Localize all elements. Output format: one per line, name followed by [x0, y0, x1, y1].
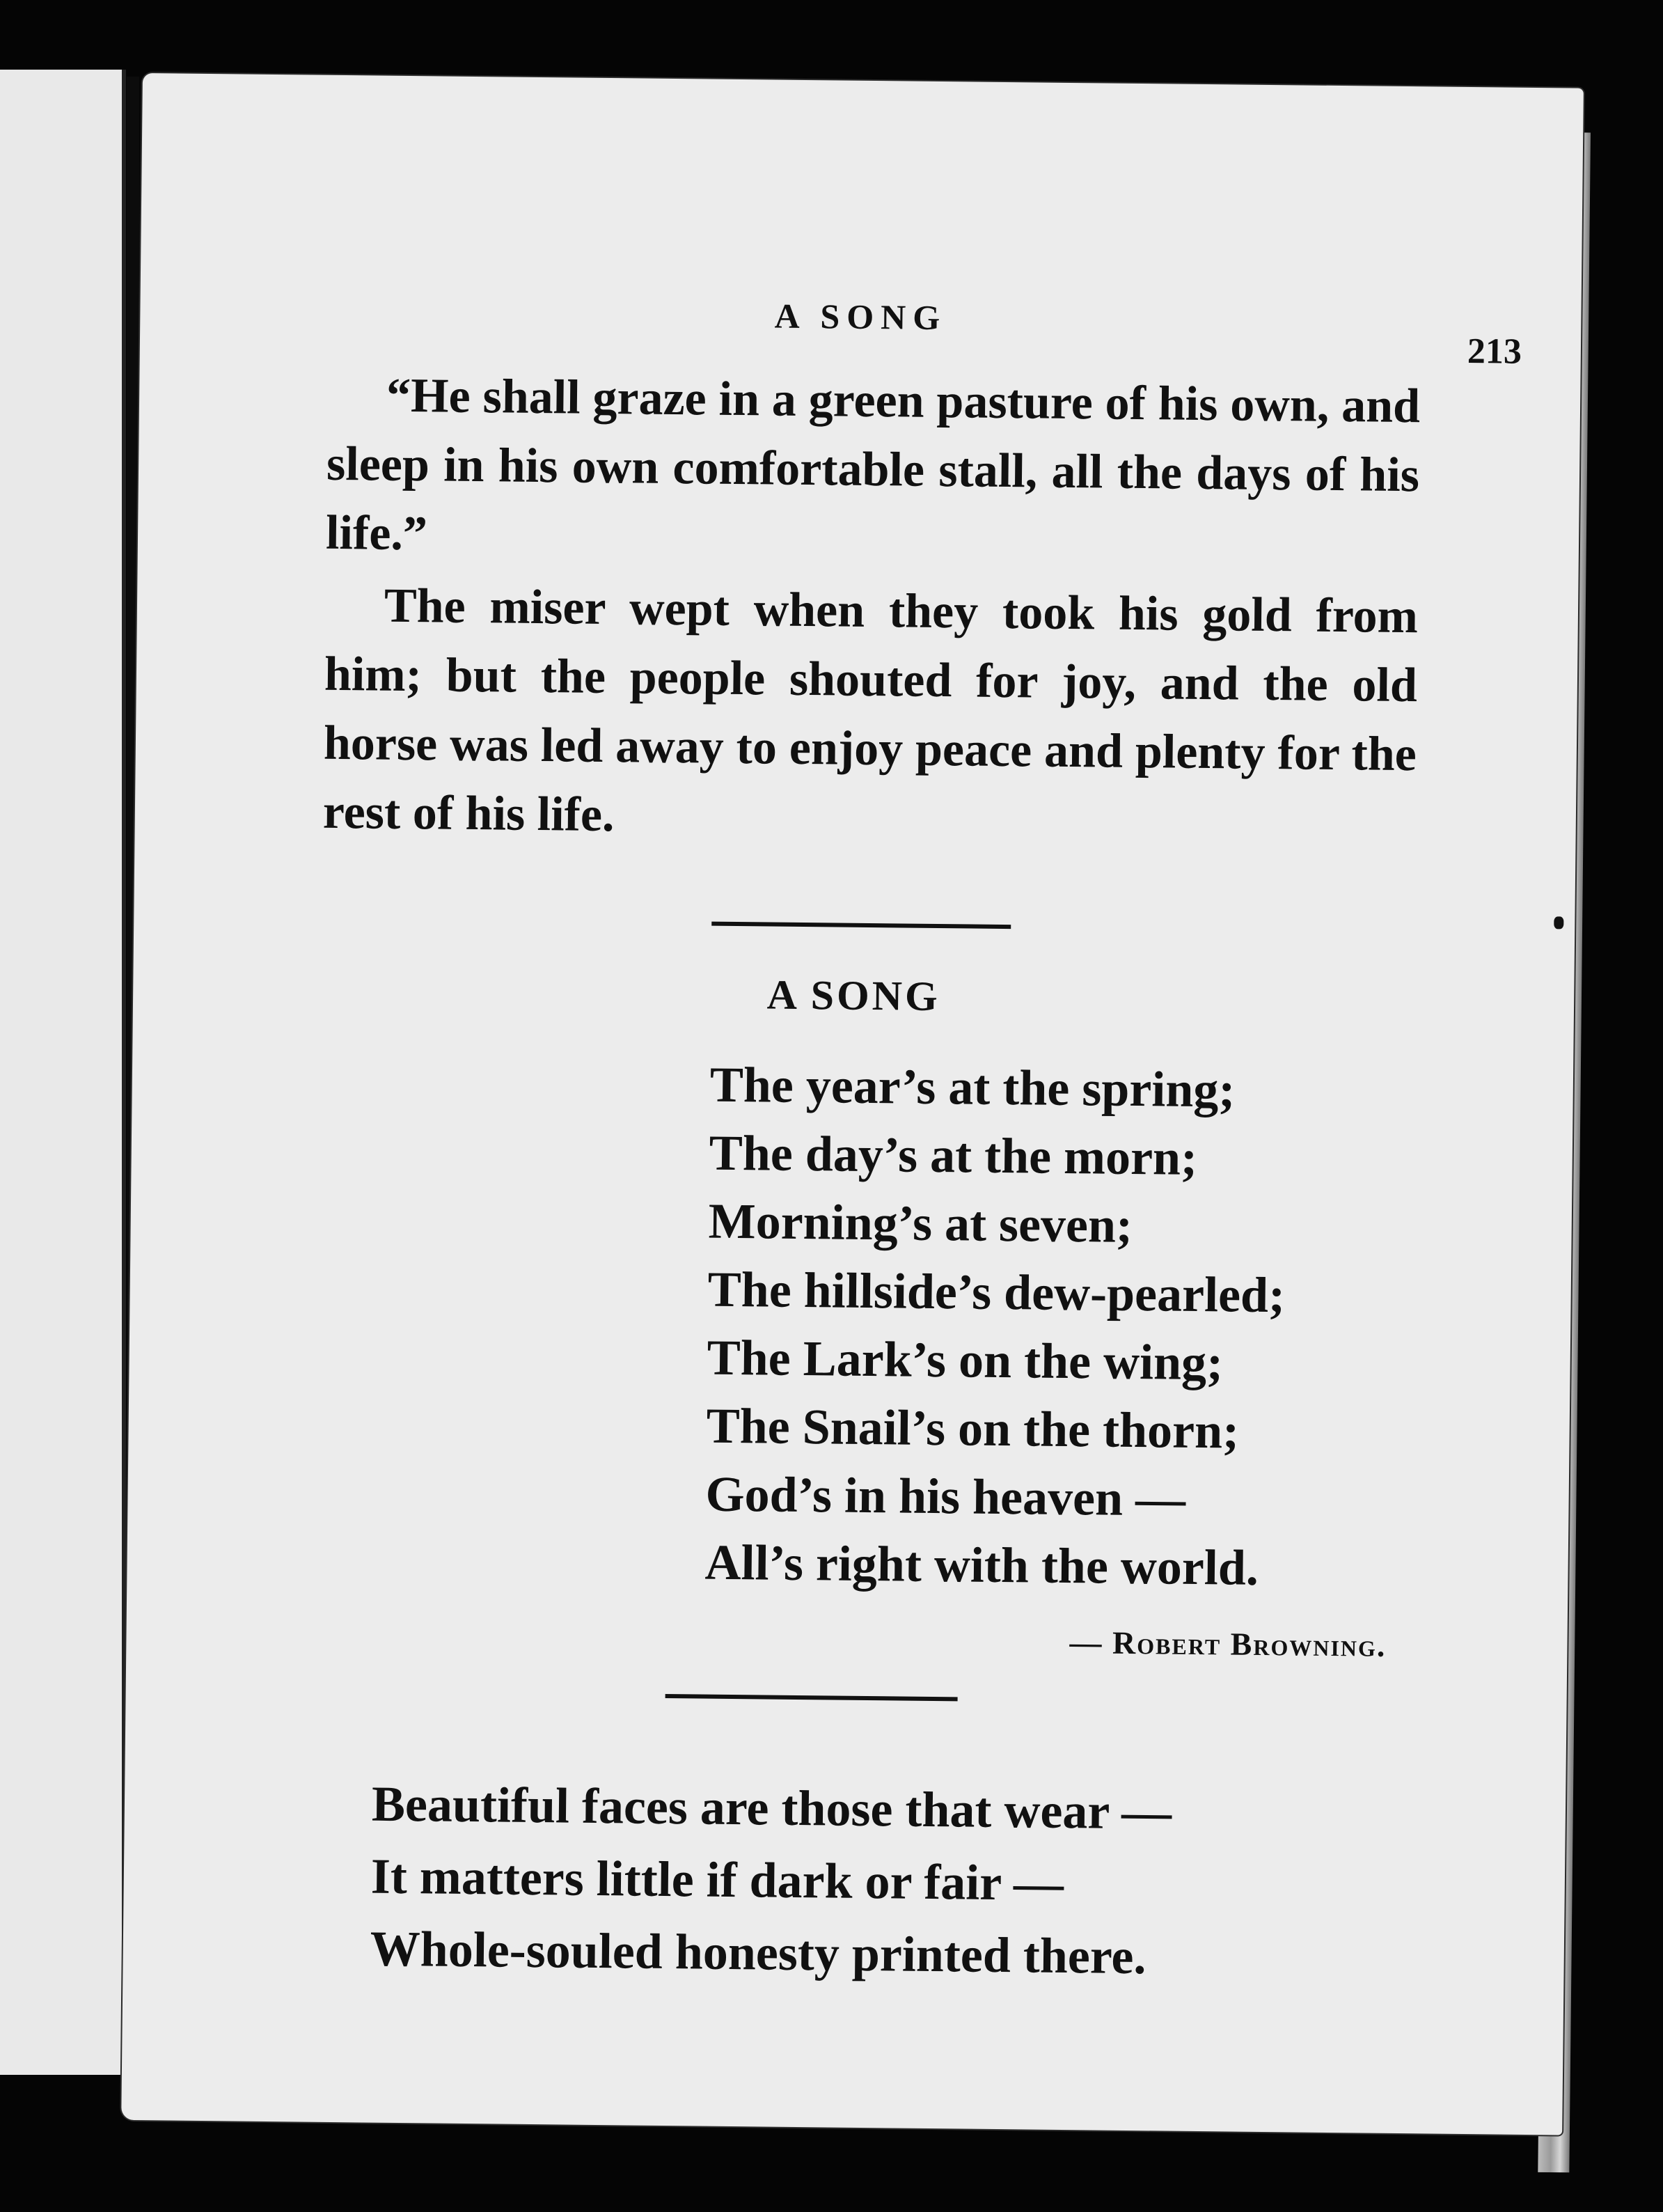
poem-line: The day’s at the morn; [709, 1124, 1198, 1186]
book-page [121, 73, 1584, 2135]
song-title: A SONG [766, 971, 941, 1020]
poem-line: Morning’s at seven; [708, 1193, 1133, 1253]
prose-paragraph-1 [326, 361, 1421, 579]
page-content [121, 73, 1584, 2135]
verse-line: It matters little if dark or fair — [370, 1848, 1064, 1911]
section-divider [665, 1694, 958, 1701]
ink-speck [1554, 916, 1563, 929]
poem-line: God’s in his heaven — [705, 1466, 1186, 1527]
poem-line: The Snail’s on the thorn; [706, 1397, 1240, 1459]
song-poem [704, 1051, 1406, 1603]
poem-line: The hillside’s dew-pearled; [707, 1261, 1286, 1324]
page-number: 213 [1467, 331, 1522, 372]
facing-page-edge [0, 70, 126, 2075]
prose-paragraph-2 [322, 571, 1418, 858]
poem-line: The year’s at the spring; [709, 1056, 1236, 1118]
verse-line: Whole-souled honesty printed there. [370, 1920, 1146, 1985]
paragraph-text: “He shall graze in a green pasture of his own, and sleep in his own comfortable stall, all the days of his life.” [325, 368, 1421, 561]
poem-attribution: — Robert Browning. [1069, 1624, 1387, 1663]
section-divider [711, 922, 1011, 929]
poem-line: The Lark’s on the wing; [707, 1329, 1224, 1391]
verse-line: Beautiful faces are those that wear — [371, 1775, 1172, 1840]
running-head: A SONG [774, 296, 947, 338]
closing-verse [370, 1768, 1346, 1995]
paragraph-text: The miser wept when they took his gold from him; but the people shouted for joy, and the old horse was led away to enjoy peace and plenty for the rest of his life. [322, 579, 1419, 842]
poem-line: All’s right with the world. [704, 1534, 1259, 1596]
